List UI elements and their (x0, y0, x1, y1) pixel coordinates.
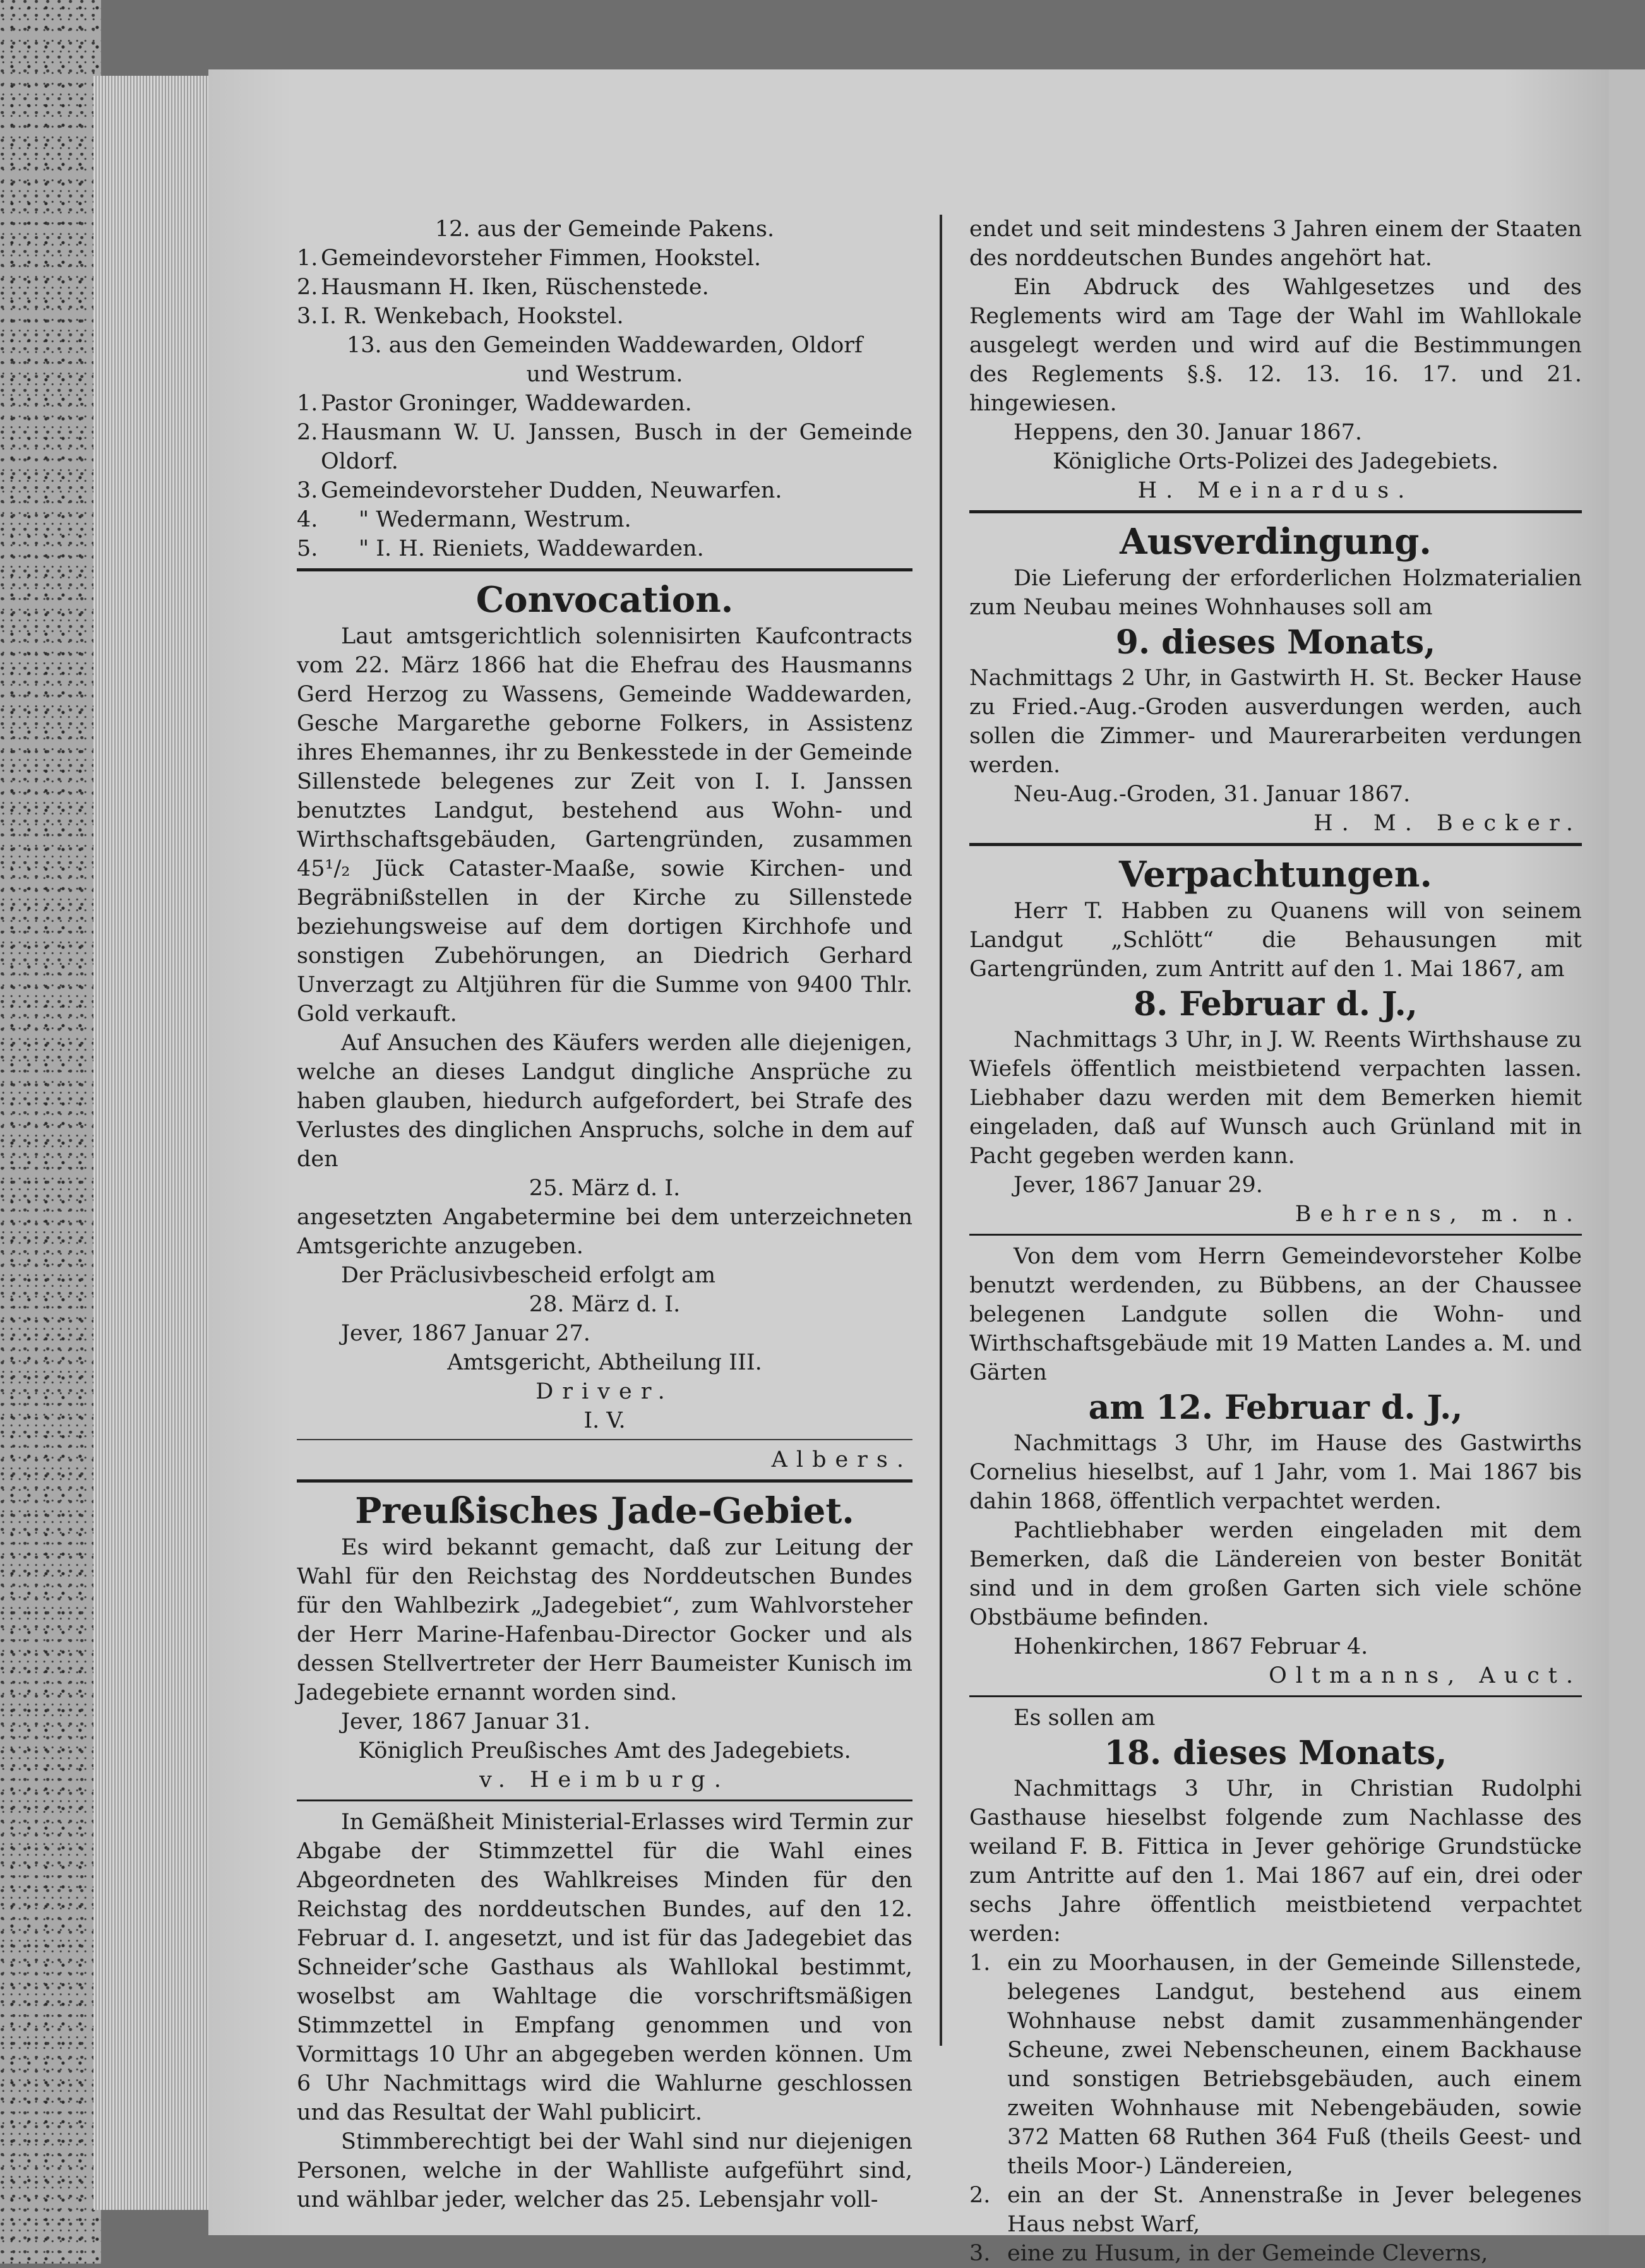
property-list (969, 1949, 1582, 2268)
place-date: Jever, 1867 Januar 29. (1014, 1173, 1263, 1198)
divider (297, 1799, 912, 1801)
office-name: Königliche Orts-Polizei des Jadegebiets. (1053, 449, 1498, 474)
paragraph: Es wird bekannt gemacht, daß zur Leitung der Wahl für den Reichstag des Norddeutschen Bundes für den Wahlbezirk „Jadegebiet“, zum Wahlvorsteher der Herr Marine-Hafenbau-Director Gocker und als dessen Stellvertreter der Herr Baumeister Kunisch im Jadegebiete ernannt worden sind. (297, 1535, 912, 1705)
divider (969, 1234, 1582, 1236)
paragraph: Nachmittags 3 Uhr, in Christian Rudolphi Gasthause hieselbst folgende zum Nachlasse des weiland F. B. Fittica in Jever gehörige Grundstücke zum Antritte auf den 1. Mai 1867 auf ein, drei oder sechs Jahre öffentlich meistbietend verpachtet werden: (969, 1776, 1582, 1947)
section-rule (969, 510, 1582, 513)
list-item: 1. Gemeindevorsteher Fimmen, Hookstel. (297, 246, 762, 271)
paragraph: Nachmittags 3 Uhr, im Hause des Gastwirths Cornelius hieselbst, auf 1 Jahr, vom 1. Mai 1867 bis dahin 1868, öffentlich verpachtet werden. (969, 1431, 1582, 1514)
list-item: 5. " I. H. Rieniets, Waddewarden. (297, 536, 704, 561)
court-name: Amtsgericht, Abtheilung III. (447, 1350, 762, 1375)
list-heading: 12. aus der Gemeinde Pakens. (434, 217, 775, 242)
list-item: 3. I. R. Wenkebach, Hookstel. (297, 304, 624, 329)
paragraph: Herr T. Habben zu Quanens will von seinem Landgut „Schlött“ die Behausungen mit Gartengründen, zum Antritt auf den 1. Mai 1867, am (969, 898, 1582, 982)
divider (297, 1439, 912, 1440)
section-rule (297, 568, 912, 571)
book-cover-edge (0, 0, 101, 2264)
list-item: 1. ein zu Moorhausen, in der Gemeinde Sillenstede, belegenes Landgut, bestehend aus einem Wohnhause nebst damit zusammenhängender Scheune, zwei Nebenscheunen, einem Backhause und sonstigen Betriebsgebäuden, auch einem zweiten Wohnhause mit Nebengebäuden, sowie 372 Matten 68 Ruthen 364 Fuß (theils Geest- und theils Moor-) Ländereien, (969, 1950, 1582, 2179)
list-item: 2. ein an der St. Annenstraße in Jever belegenes Haus nebst Warf, (969, 2183, 1582, 2237)
signature: Driver. (535, 1379, 674, 1404)
section-title-ausverdingung: Ausverdingung. (1120, 521, 1432, 563)
section-title-convocation: Convocation. (476, 579, 734, 621)
paragraph: Laut amtsgerichtlich solennisirten Kaufcontracts vom 22. März 1866 hat die Ehefrau des Hausmanns Gerd Herzog zu Wassens, Gemeinde Waddewarden, Gesche Margarethe geborne Folkers, in Assistenz ihres Ehemannes, ihr zu Benkesstede in der Gemeinde Sillenstede belegenes zur Zeit von I. I. Janssen benutztes Landgut, bestehend aus Wohn- und Wirthschaftsgebäuden, Gartengründen, zusammen 45¹/₂ Jück Cataster-Maaße, sowie Kirchen- und Begräbnißstellen in der Kirche zu Sillenstede beziehungsweise auf dem dortigen Kirchhofe und sonstigen Zubehörungen, an Diedrich Gerhard Unverzagt zu Altjühren für die Summe von 9400 Thlr. Gold verkauft. (297, 624, 912, 1027)
column-divider (940, 215, 942, 2046)
paragraph: Von dem vom Herrn Gemeindevorsteher Kolbe benutzt werdenden, zu Bübbens, an der Chaussee belegenen Landgute sollen die Wohn- und Wirthschaftsgebäude mit 19 Matten Landes a. M. und Gärten (969, 1244, 1582, 1385)
paragraph: Auf Ansuchen des Käufers werden alle diejenigen, welche an dieses Landgut dingliche Ansprüche zu haben glauben, hiedurch aufgefordert, bei Strafe des Verlustes des dinglichen Anspruchs, solche in dem auf den (297, 1030, 912, 1172)
list-item: 2. Hausmann W. U. Janssen, Busch in der Gemeinde Oldorf. (297, 420, 912, 474)
paragraph: angesetzten Angabetermine bei dem unterzeichneten Amtsgerichte anzugeben. (297, 1205, 912, 1259)
place-date: Jever, 1867 Januar 31. (341, 1709, 590, 1734)
signature: v. Heimburg. (479, 1767, 730, 1793)
paragraph: Die Lieferung der erforderlichen Holzmaterialien zum Neubau meines Wohnhauses soll am (969, 566, 1582, 620)
paragraph: In Gemäßheit Ministerial-Erlasses wird Termin zur Abgabe der Stimmzettel für die Wahl eines Abgeordneten des Wahlkreises Minden für den Reichstag des norddeutschen Bundes, auf den 12. Februar d. I. angesetzt, und ist für das Jadegebiet das Schneider’sche Gasthaus als Wahllokal bestimmt, woselbst am Wahltage die vorschriftsmäßigen Stimmzettel in Empfang genommen und von Vormittags 10 Uhr an abgegeben werden können. Um 6 Uhr Nachmittags wird die Wahlurne geschlossen und das Resultat der Wahl publicirt. (297, 1810, 912, 2125)
list-item: 3. Gemeindevorsteher Dudden, Neuwarfen. (297, 478, 782, 503)
signature: Oltmanns, Auct. (1269, 1663, 1582, 1688)
date-line: 25. März d. I. (529, 1176, 681, 1201)
section-title-verpachtungen: Verpachtungen. (1119, 854, 1432, 895)
paragraph: Nachmittags 2 Uhr, in Gastwirth H. St. Becker Hause zu Fried.-Aug.-Groden ausverdungen werden, auch sollen die Zimmer- und Maurerarbeiten verdungen werden. (969, 665, 1582, 778)
date-headline: 18. dieses Monats, (1104, 1734, 1447, 1772)
signature: I. V. (583, 1408, 626, 1433)
section-title-jade: Preußisches Jade-Gebiet. (355, 1490, 854, 1532)
paragraph: Ein Abdruck des Wahlgesetzes und des Reglements wird am Tage der Wahl im Wahllokale ausgelegt werden und wird auf die Bestimmungen des Reglements §.§. 12. 13. 16. 17. und 21. hingewiesen. (969, 275, 1582, 416)
date-line: 28. März d. I. (529, 1292, 681, 1317)
place-date: Heppens, den 30. Januar 1867. (1014, 420, 1362, 445)
paragraph: Stimmberechtigt bei der Wahl sind nur diejenigen Personen, welche in der Wahlliste aufgeführt sind, und wählbar jeder, welcher das 25. Lebensjahr voll- (297, 2129, 912, 2212)
list-item: 1. Pastor Groninger, Waddewarden. (297, 391, 692, 416)
section-rule (969, 843, 1582, 846)
paragraph: Pachtliebhaber werden eingeladen mit dem Bemerken, daß die Ländereien von bester Bonität sind und in dem großen Garten sich viele schöne Obstbäume befinden. (969, 1518, 1582, 1630)
left-column (297, 215, 912, 2214)
signature: H. Meinardus. (1137, 478, 1414, 503)
list-item: 3. eine zu Husum, in der Gemeinde Cleverns, (969, 2241, 1488, 2266)
date-headline: 8. Februar d. J., (1134, 985, 1418, 1024)
office-name: Königlich Preußisches Amt des Jadegebiets. (358, 1738, 851, 1764)
place-date: Jever, 1867 Januar 27. (341, 1321, 590, 1346)
divider (969, 1695, 1582, 1697)
list-heading: 13. aus den Gemeinden Waddewarden, Oldorf (347, 333, 863, 358)
list-item: 4. " Wedermann, Westrum. (297, 507, 631, 532)
candidate-list-13 (297, 389, 912, 563)
list-item: 2. Hausmann H. Iken, Rüschenstede. (297, 275, 709, 300)
date-headline: am 12. Februar d. J., (1088, 1388, 1463, 1427)
page-edges (93, 76, 213, 2210)
list-heading-cont: und Westrum. (526, 362, 683, 387)
signature: Behrens, m. n. (1295, 1202, 1582, 1227)
place-date: Neu-Aug.-Groden, 31. Januar 1867. (1014, 782, 1411, 807)
candidate-list-12 (297, 244, 912, 331)
place-date: Hohenkirchen, 1867 Februar 4. (1014, 1634, 1368, 1659)
signature: H. M. Becker. (1313, 811, 1582, 836)
signature: Albers. (771, 1447, 912, 1472)
paragraph: Nachmittags 3 Uhr, in J. W. Reents Wirthshause zu Wiefels öffentlich meistbietend verpachten lassen. Liebhaber dazu werden mit dem Bemerken hiemit eingeladen, daß auf Wunsch auch Grünland mit in Pacht gegeben werden kann. (969, 1027, 1582, 1169)
date-headline: 9. dieses Monats, (1115, 623, 1436, 662)
section-rule (297, 1479, 912, 1483)
paragraph: endet und seit mindestens 3 Jahren einem der Staaten des norddeutschen Bundes angehört hat. (969, 217, 1582, 271)
paragraph: Der Präclusivbescheid erfolgt am (341, 1263, 716, 1288)
right-column (969, 215, 1582, 2268)
paragraph: Es sollen am (1014, 1705, 1156, 1731)
facing-page-strip (1609, 69, 1645, 2235)
